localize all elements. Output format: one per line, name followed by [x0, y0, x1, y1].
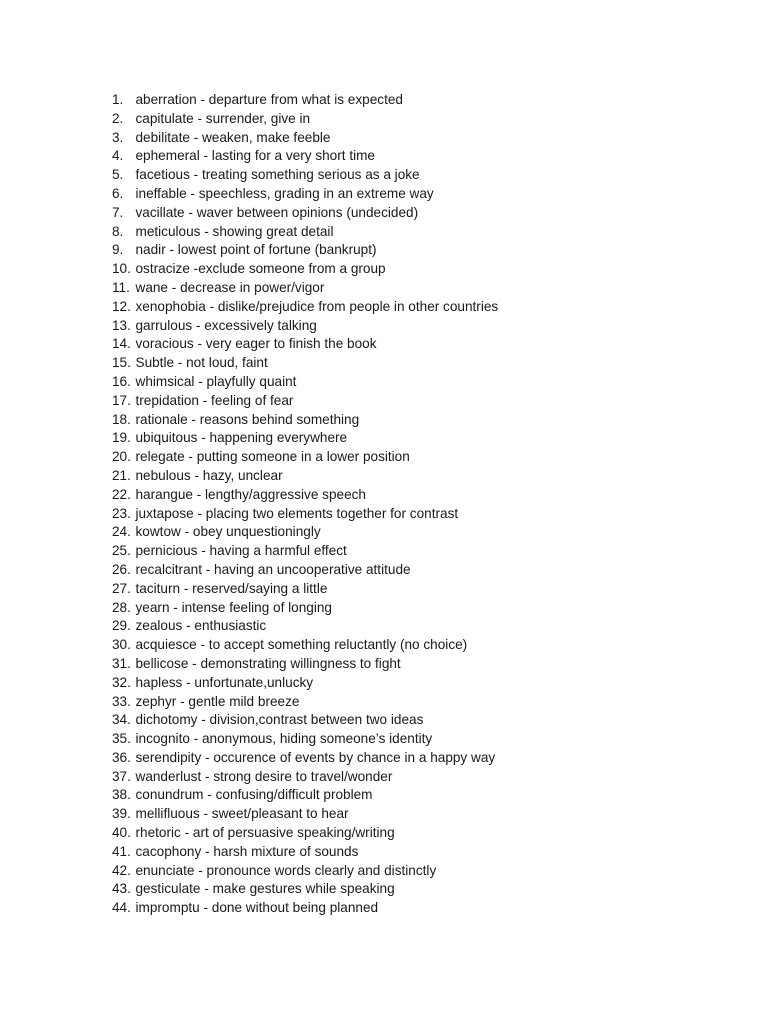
- list-item-text: harangue - lengthy/aggressive speech: [135, 486, 366, 502]
- list-item: [112, 899, 498, 918]
- list-item-number: 13.: [112, 317, 131, 333]
- list-item: [112, 862, 498, 881]
- list-item: [112, 147, 498, 166]
- list-item: [112, 354, 498, 373]
- list-item: [112, 542, 498, 561]
- list-item: [112, 241, 498, 260]
- list-item-text: zephyr - gentle mild breeze: [135, 693, 300, 709]
- list-item-text: wane - decrease in power/vigor: [135, 279, 325, 295]
- list-item: [112, 580, 498, 599]
- list-item-number: 2.: [112, 110, 124, 126]
- list-item: [112, 185, 498, 204]
- list-item-number: 9.: [112, 242, 124, 258]
- list-item-number: 8.: [112, 223, 124, 239]
- list-item-text: juxtapose - placing two elements together for contrast: [135, 505, 459, 521]
- list-item-text: facetious - treating something serious as a joke: [135, 167, 420, 183]
- list-item-text: acquiesce - to accept something reluctantly (no choice): [135, 637, 468, 653]
- list-item: [112, 655, 498, 674]
- list-item-text: wanderlust - strong desire to travel/wonder: [135, 768, 393, 784]
- list-item: [112, 279, 498, 298]
- list-item-number: 6.: [112, 185, 124, 201]
- list-item-text: rationale - reasons behind something: [135, 411, 360, 427]
- list-item-text: debilitate - weaken, make feeble: [135, 129, 331, 145]
- list-item-number: 7.: [112, 204, 124, 220]
- list-item: [112, 730, 498, 749]
- list-item: [112, 486, 498, 505]
- list-item: [112, 335, 498, 354]
- list-item: [112, 599, 498, 618]
- list-item-text: voracious - very eager to finish the book: [135, 336, 377, 352]
- list-item-number: 19.: [112, 430, 131, 446]
- list-item-text: gesticulate - make gestures while speaking: [135, 881, 395, 897]
- list-item-number: 31.: [112, 655, 131, 671]
- list-item: [112, 298, 498, 317]
- list-item: [112, 260, 498, 279]
- list-item-text: xenophobia - dislike/prejudice from people in other countries: [135, 298, 499, 314]
- list-item-text: ineffable - speechless, grading in an extreme way: [135, 185, 434, 201]
- list-item-number: 39.: [112, 806, 131, 822]
- list-item-text: trepidation - feeling of fear: [135, 392, 294, 408]
- list-item-text: conundrum - confusing/difficult problem: [135, 787, 373, 803]
- list-item: [112, 110, 498, 129]
- list-item-text: capitulate - surrender, give in: [135, 110, 311, 126]
- list-item-text: incognito - anonymous, hiding someone’s identity: [135, 731, 433, 747]
- list-item-text: pernicious - having a harmful effect: [135, 543, 347, 559]
- list-item-number: 12.: [112, 298, 131, 314]
- list-item: [112, 711, 498, 730]
- list-item-text: rhetoric - art of persuasive speaking/writing: [135, 825, 395, 841]
- list-item: [112, 411, 498, 430]
- list-item-text: yearn - intense feeling of longing: [135, 599, 332, 615]
- list-item-number: 33.: [112, 693, 131, 709]
- list-item: [112, 786, 498, 805]
- list-item-number: 10.: [112, 261, 131, 277]
- list-item-text: serendipity - occurence of events by chance in a happy way: [135, 749, 496, 765]
- list-item-number: 35.: [112, 731, 131, 747]
- list-item: [112, 467, 498, 486]
- list-item: [112, 429, 498, 448]
- list-item: [112, 880, 498, 899]
- list-item-text: bellicose - demonstrating willingness to fight: [135, 655, 401, 671]
- list-item: [112, 561, 498, 580]
- list-item-text: kowtow - obey unquestioningly: [135, 524, 321, 540]
- list-item-text: dichotomy - division,contrast between two ideas: [135, 712, 424, 728]
- list-item-text: taciturn - reserved/saying a little: [135, 580, 328, 596]
- list-item-number: 34.: [112, 712, 131, 728]
- list-item-number: 43.: [112, 881, 131, 897]
- list-item: [112, 166, 498, 185]
- vocabulary-list: [112, 91, 498, 918]
- list-item-text: mellifluous - sweet/pleasant to hear: [135, 806, 349, 822]
- list-item-number: 24.: [112, 524, 131, 540]
- list-item-text: recalcitrant - having an uncooperative attitude: [135, 561, 411, 577]
- list-item: [112, 636, 498, 655]
- list-item: [112, 843, 498, 862]
- list-item-text: hapless - unfortunate,unlucky: [135, 674, 314, 690]
- list-item-number: 5.: [112, 167, 124, 183]
- list-item-number: 15.: [112, 355, 131, 371]
- list-item-number: 36.: [112, 749, 131, 765]
- list-item-number: 26.: [112, 561, 131, 577]
- list-item: [112, 505, 498, 524]
- list-item-text: ubiquitous - happening everywhere: [135, 430, 348, 446]
- list-item: [112, 824, 498, 843]
- list-item: [112, 749, 498, 768]
- list-item: [112, 317, 498, 336]
- list-item-number: 3.: [112, 129, 124, 145]
- list-item: [112, 448, 498, 467]
- list-item-text: relegate - putting someone in a lower position: [135, 449, 410, 465]
- list-item-number: 42.: [112, 862, 131, 878]
- list-item: [112, 768, 498, 787]
- list-item-number: 25.: [112, 543, 131, 559]
- list-item: [112, 129, 498, 148]
- list-item-text: nebulous - hazy, unclear: [135, 467, 283, 483]
- list-item-number: 27.: [112, 580, 131, 596]
- list-item-number: 20.: [112, 449, 131, 465]
- list-item-number: 1.: [112, 92, 124, 107]
- list-item-text: zealous - enthusiastic: [135, 618, 267, 634]
- list-item-number: 14.: [112, 336, 131, 352]
- list-item: [112, 223, 498, 242]
- list-item-number: 22.: [112, 486, 131, 502]
- list-item-number: 16.: [112, 373, 131, 389]
- list-item-number: 41.: [112, 843, 131, 859]
- list-item-number: 4.: [112, 148, 124, 164]
- list-item-number: 21.: [112, 467, 131, 483]
- list-item: [112, 373, 498, 392]
- list-item-number: 37.: [112, 768, 131, 784]
- list-item: [112, 204, 498, 223]
- list-item-text: nadir - lowest point of fortune (bankrupt): [135, 242, 377, 258]
- list-item: [112, 91, 498, 110]
- list-item: [112, 617, 498, 636]
- list-item-text: enunciate - pronounce words clearly and distinctly: [135, 862, 437, 878]
- list-item-text: ostracize -exclude someone from a group: [135, 261, 386, 277]
- list-item-number: 44.: [112, 900, 131, 916]
- list-item-number: 18.: [112, 411, 131, 427]
- list-item-number: 28.: [112, 599, 131, 615]
- list-item-text: vacillate - waver between opinions (undecided): [135, 204, 419, 220]
- list-item-text: Subtle - not loud, faint: [135, 355, 268, 371]
- list-item-number: 11.: [112, 279, 130, 295]
- list-item-text: impromptu - done without being planned: [135, 900, 379, 916]
- list-item-text: meticulous - showing great detail: [135, 223, 334, 239]
- list-item-number: 38.: [112, 787, 131, 803]
- list-item: [112, 693, 498, 712]
- list-item: [112, 805, 498, 824]
- list-item-number: 17.: [112, 392, 131, 408]
- list-item-number: 23.: [112, 505, 131, 521]
- list-item-number: 40.: [112, 825, 131, 841]
- list-item-text: ephemeral - lasting for a very short time: [135, 148, 375, 164]
- list-item: [112, 523, 498, 542]
- list-item-number: 29.: [112, 618, 131, 634]
- list-item-text: cacophony - harsh mixture of sounds: [135, 843, 359, 859]
- list-item-number: 32.: [112, 674, 131, 690]
- list-item: [112, 674, 498, 693]
- list-item-text: garrulous - excessively talking: [135, 317, 317, 333]
- list-item: [112, 392, 498, 411]
- list-item-text: aberration - departure from what is expected: [135, 92, 403, 107]
- list-item-text: whimsical - playfully quaint: [135, 373, 297, 389]
- list-item-number: 30.: [112, 637, 131, 653]
